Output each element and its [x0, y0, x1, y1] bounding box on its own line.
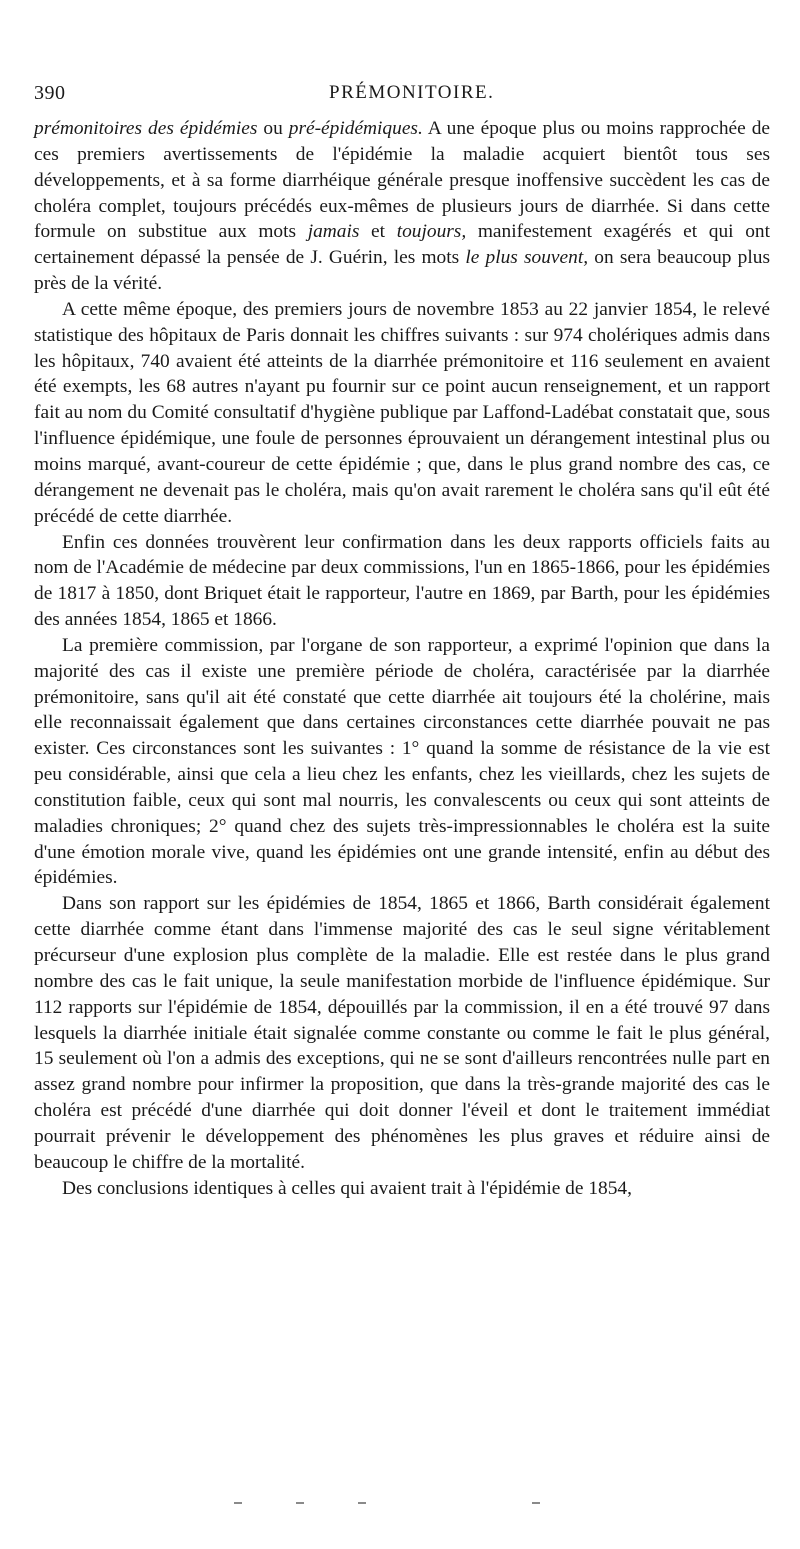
text-run: A cette même époque, des premiers jours de novembre 1853 au 22 janvier 1854, le relevé statistique des hôpitaux de Paris donnait les chiffres suivants : sur 974 cholériques admis dans les hôpitaux, 740 avaient été atteints de la diarrhée prémonitoire et 116 seulement en avaient été exempts, les 68 autres n'ayant pu fournir sur ce point aucun renseignement, et un rapport fait au nom du Comité consultatif d'hygiène publique par Laffond-Ladébat constatait que, sous l'influence épidémique, une foule de personnes éprouvaient un dérangement intestinal plus ou moins marqué, avant-coureur de cette épidémie ; que, dans le plus grand nombre des cas, ce dérangement ne devenait pas le choléra, mais qu'on avait rarement le choléra sans qu'il eût été précédé de cette diarrhée.	[34, 298, 770, 527]
page-number: 390	[34, 82, 66, 104]
text-run: Enfin ces données trouvèrent leur confirmation dans les deux rapports officiels faits au nom de l'Académie de médecine par deux commissions, l'un en 1865-1866, pour les épidémies de 1817 à 1850, dont Briquet était le rapporteur, l'autre en 1869, par Barth, pour les épidémies des années 1854, 1865 et 1866.	[34, 531, 770, 631]
italic-text: prémonitoires des épidémies	[34, 118, 258, 139]
italic-text: pré-épidémiques.	[288, 118, 423, 139]
text-run: Dans son rapport sur les épidémies de 1854, 1865 et 1866, Barth considérait également cette diarrhée comme étant dans l'immense majorité des cas le seul signe véritablement précurseur d'une explosion plus complète de la maladie. Elle est restée dans le plus grand nombre des cas le fait unique, la seule manifestation morbide de l'influence épidémique. Sur 112 rapports sur l'épidémie de 1854, dépouillés par la commission, il en a été trouvé 97 dans lesquels la diarrhée initiale était signalée comme constante ou comme le fait le plus général, 15 seulement où l'on a admis des exceptions, qui ne se sont d'ailleurs rencontrées nulle part en assez grand nombre pour infirmer la proposition, que dans la très-grande majorité des cas le choléra est précédé d'une diarrhée qui doit donner l'éveil et dont le traitement immédiat pourrait prévenir le développement des phénomènes les plus graves et réduire ainsi de beaucoup le chiffre de la mortalité.	[34, 893, 770, 1173]
running-head	[34, 82, 770, 116]
book-page	[34, 82, 770, 1201]
text-run: Des conclusions identiques à celles qui avaient trait à l'épidémie de 1854,	[62, 1177, 632, 1199]
text-run: La première commission, par l'organe de son rapporteur, a exprimé l'opinion que dans la majorité des cas il existe une première période de choléra, caractérisée par la diarrhée prémonitoire, sans qu'il ait été constaté que cette diarrhée ait toujours été la cholérine, mais elle reconnaissait également que dans certaines circonstances cette diarrhée pouvait ne pas exister. Ces circonstances sont les suivantes : 1° quand la somme de résistance de la vie est peu considérable, ainsi que cela a lieu chez les enfants, chez les vieillards, chez les sujets de constitution faible, ceux qui sont mal nourris, les convalescents ou ceux qui sont atteints de maladies chroniques; 2° quand chez des sujets très-impressionnables le choléra est la suite d'une émotion morale vive, quand les épidémies ont une grande intensité, enfin au début des épidémies.	[34, 634, 770, 889]
text-run: A une époque plus ou moins rapprochée de ces premiers avertissements de l'épidémie la maladie acquiert bientôt tous ses développements, et à sa forme diarrhéique générale presque inoffensive succèdent les cas de choléra complet, toujours précédés eux-mêmes de plusieurs jours de diarrhée. Si dans cette formule on substitue aux mots	[34, 118, 770, 243]
footer-marks	[0, 1502, 800, 1512]
text-run: ou	[257, 118, 289, 139]
text-run: et	[359, 221, 397, 243]
body-text	[34, 116, 770, 1201]
paragraph	[34, 116, 770, 297]
italic-text: jamais	[307, 221, 360, 243]
text-run: on sera beaucoup plus près de la vérité.	[34, 247, 770, 295]
paragraph	[34, 530, 770, 633]
footer-mark	[532, 1502, 540, 1504]
footer-mark	[234, 1502, 242, 1504]
footer-mark	[296, 1502, 304, 1504]
running-title: PRÉMONITOIRE.	[329, 82, 495, 103]
italic-text: toujours,	[396, 221, 467, 243]
paragraph	[34, 1176, 770, 1202]
paragraph	[34, 633, 770, 891]
footer-mark	[358, 1502, 366, 1504]
italic-text: le plus souvent,	[465, 247, 589, 269]
paragraph	[34, 297, 770, 530]
paragraph	[34, 891, 770, 1175]
text-run: manifestement exagérés et qui ont certainement dépassé la pensée de J. Guérin, les mots	[34, 221, 770, 269]
